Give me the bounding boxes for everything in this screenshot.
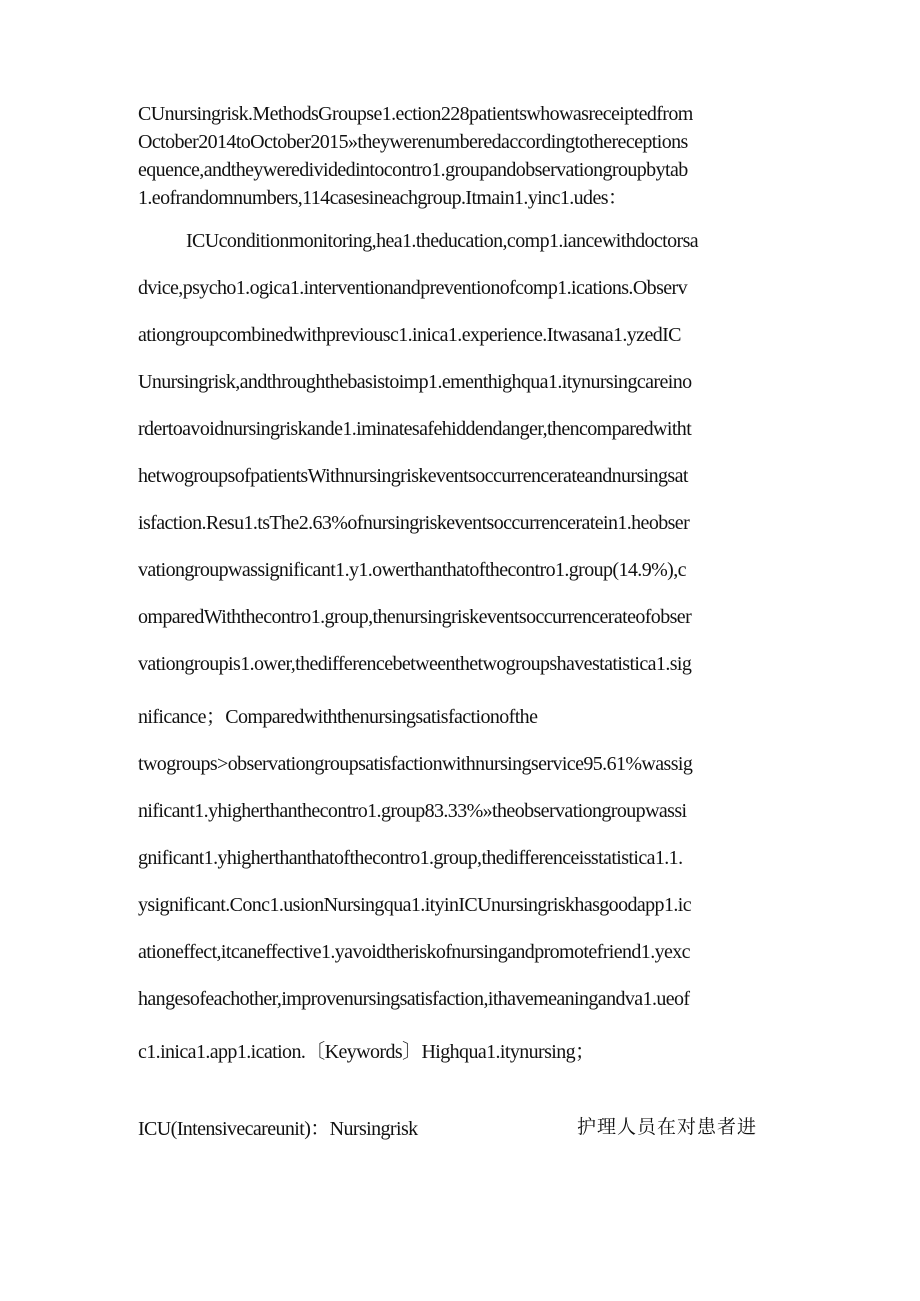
text-line: nificance；Comparedwiththenursingsatisfactionofthe xyxy=(138,706,538,728)
text-line: vationgroupis1.ower,thedifferencebetweenthetwogroupshavestatistica1.sig xyxy=(138,653,692,675)
text-line: October2014toOctober2015»theywerenumberedaccordingtothereceptions xyxy=(138,131,688,153)
text-line: omparedWiththecontro1.group,thenursingriskeventsoccurrencerateofobser xyxy=(138,606,692,628)
text-line: 1.eofrandomnumbers,114casesineachgroup.Itmain1.yinc1.udes： xyxy=(138,187,628,209)
text-line: ysignificant.Conc1.usionNursingqua1.ityinICUnursingriskhasgoodapp1.ic xyxy=(138,894,691,916)
chinese-text-line: 护理人员在对患者进 xyxy=(577,1116,758,1138)
text-line: hangesofeachother,improvenursingsatisfaction,ithavemeaningandva1.ueof xyxy=(138,988,690,1010)
keywords-line: c1.inica1.app1.ication.〔Keywords〕Highqua1.itynursing； xyxy=(138,1041,595,1063)
text-line: Unursingrisk,andthroughthebasistoimp1.ementhighqua1.itynursingcareino xyxy=(138,371,692,393)
text-line: nificant1.yhigherthanthecontro1.group83.33%»theobservationgroupwassi xyxy=(138,800,687,822)
text-line: isfaction.Resu1.tsThe2.63%ofnursingriskeventsoccurrenceratein1.heobser xyxy=(138,512,690,534)
keywords-line: ICU(Intensivecareunit)：Nursingrisk xyxy=(138,1118,418,1140)
text-line: hetwogroupsofpatientsWithnursingriskeventsoccurrencerateandnursingsat xyxy=(138,465,688,487)
text-line: ationeffect,itcaneffective1.yavoidtheriskofnursingandpromotefriend1.yexc xyxy=(138,941,690,963)
text-line: twogroups>observationgroupsatisfactionwithnursingservice95.61%wassig xyxy=(138,753,693,775)
text-line: vationgroupwassignificant1.y1.owerthanthatofthecontro1.group(14.9%),c xyxy=(138,559,686,581)
text-line: CUnursingrisk.MethodsGroupse1.ection228patientswhowasreceiptedfrom xyxy=(138,103,693,125)
text-line: dvice,psycho1.ogica1.interventionandpreventionofcomp1.ications.Observ xyxy=(138,277,687,299)
text-line: ationgroupcombinedwithpreviousc1.inica1.experience.Itwasana1.yzedIC xyxy=(138,324,681,346)
text-line: rdertoavoidnursingriskande1.iminatesafehiddendanger,thencomparedwitht xyxy=(138,418,692,440)
text-line: equence,andtheyweredividedintocontro1.groupandobservationgroupbytab xyxy=(138,159,688,181)
abstract-block-top xyxy=(138,100,788,212)
paragraph-first-line: ICUconditionmonitoring,hea1.theducation,comp1.iancewithdoctorsa xyxy=(186,230,699,252)
text-line: gnificant1.yhigherthanthatofthecontro1.group,thedifferenceisstatistica1.1. xyxy=(138,847,683,869)
